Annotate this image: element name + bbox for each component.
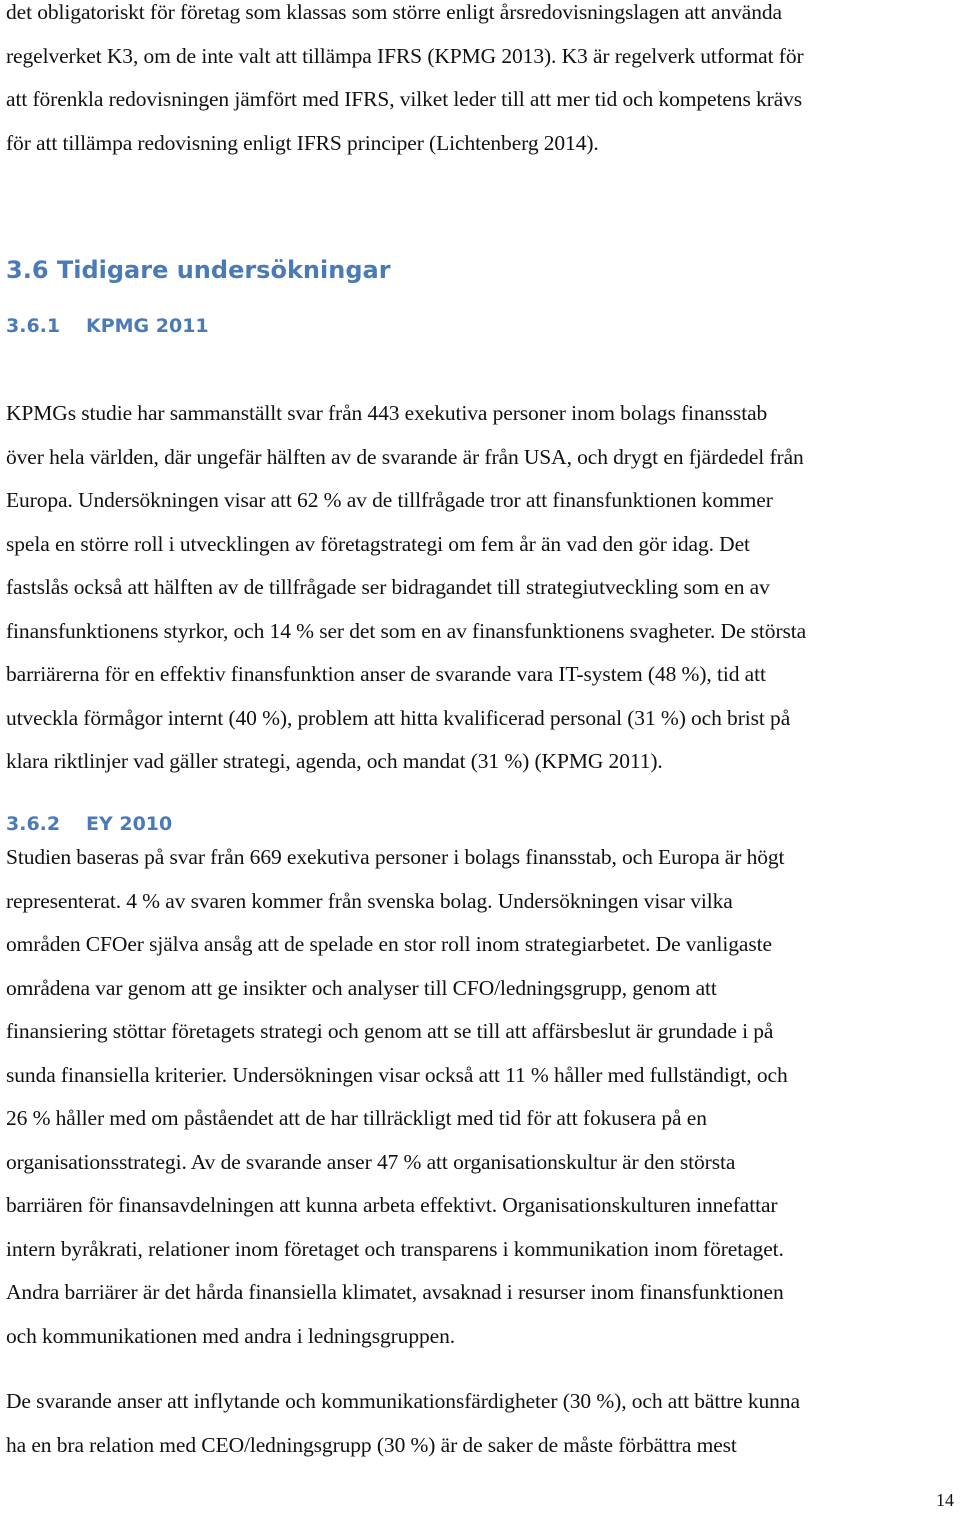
- text-line: KPMGs studie har sammanställt svar från 443 exekutiva personer inom bolags finansstab: [6, 401, 768, 425]
- text-line: 26 % håller med om påståendet att de har tillräckligt med tid för att fokusera på en: [6, 1106, 707, 1130]
- subsection-title: EY 2010: [86, 813, 173, 835]
- text-line: sunda finansiella kriterier. Undersökningen visar också att 11 % håller med fullständigt, och: [6, 1062, 788, 1087]
- subsection-number: 3.6.1: [6, 315, 61, 337]
- text-line: fastslås också att hälften av de tillfrågade ser bidragandet till strategiutveckling som en av: [6, 575, 770, 599]
- text-line: över hela världen, där ungefär hälften av de svarande är från USA, och drygt en fjärdedel från: [6, 444, 804, 469]
- text-line: för att tillämpa redovisning enligt IFRS principer (Lichtenberg 2014).: [6, 130, 599, 155]
- subsection-number: 3.6.2: [6, 813, 61, 835]
- text-line: områden CFOer själva ansåg att de spelade en stor roll inom strategiarbetet. De vanligaste: [6, 932, 772, 956]
- text-line: ha en bra relation med CEO/ledningsgrupp (30 %) är de saker de måste förbättra mest: [6, 1432, 737, 1457]
- text-line: klara riktlinjer vad gäller strategi, agenda, och mandat (31 %) (KPMG 2011).: [6, 749, 663, 773]
- subsection-heading-ey: [6, 813, 172, 835]
- text-line: att förenkla redovisningen jämfört med IFRS, vilket leder till att mer tid och kompetens krävs: [6, 87, 803, 111]
- text-line: Europa. Undersökningen visar att 62 % av de tillfrågade tror att finansfunktionen kommer: [6, 488, 773, 512]
- kpmg-paragraph: [6, 392, 958, 784]
- text-line: barriären för finansavdelningen att kunna arbeta effektivt. Organisationskulturen innefattar: [6, 1193, 778, 1217]
- text-line: områdena var genom att ge insikter och analyser till CFO/ledningsgrupp, genom att: [6, 975, 717, 1000]
- text-line: det obligatoriskt för företag som klassas som större enligt årsredovisningslagen att använda: [6, 0, 782, 24]
- text-line: Andra barriärer är det hårda finansiella klimatet, avsaknad i resurser inom finansfunktionen: [6, 1280, 784, 1304]
- page-number: 14: [936, 1490, 954, 1510]
- text-line: finansfunktionens styrkor, och 14 % ser det som en av finansfunktionens svagheter. De största: [6, 618, 807, 643]
- intro-paragraph: [6, 0, 958, 165]
- ey-followup-paragraph: [6, 1380, 958, 1467]
- text-line: finansiering stöttar företagets strategi och genom att se till att affärsbeslut är grundade i på: [6, 1019, 774, 1043]
- ey-paragraph: [6, 836, 958, 1358]
- text-line: De svarande anser att inflytande och kommunikationsfärdigheter (30 %), och att bättre kunna: [6, 1389, 800, 1413]
- text-line: spela en större roll i utvecklingen av företagstrategi om fem år än vad den gör idag. Det: [6, 531, 750, 556]
- text-line: barriärerna för en effektiv finansfunktion anser de svarande vara IT-system (48 %), tid att: [6, 662, 766, 686]
- text-line: och kommunikationen med andra i ledningsgruppen.: [6, 1323, 455, 1348]
- text-line: Studien baseras på svar från 669 exekutiva personer i bolags finansstab, och Europa är högt: [6, 845, 785, 869]
- text-line: representerat. 4 % av svaren kommer från svenska bolag. Undersökningen visar vilka: [6, 888, 733, 913]
- text-line: organisationsstrategi. Av de svarande anser 47 % att organisationskultur är den största: [6, 1149, 736, 1174]
- section-heading: 3.6 Tidigare undersökningar: [6, 256, 391, 284]
- text-line: regelverket K3, om de inte valt att tillämpa IFRS (KPMG 2013). K3 är regelverk utformat för: [6, 43, 804, 68]
- text-line: utveckla förmågor internt (40 %), problem att hitta kvalificerad personal (31 %) och brist på: [6, 705, 791, 730]
- text-line: intern byråkrati, relationer inom företaget och transparens i kommunikation inom företaget.: [6, 1236, 784, 1261]
- subsection-title: KPMG 2011: [86, 315, 209, 337]
- subsection-heading-kpmg: [6, 315, 209, 337]
